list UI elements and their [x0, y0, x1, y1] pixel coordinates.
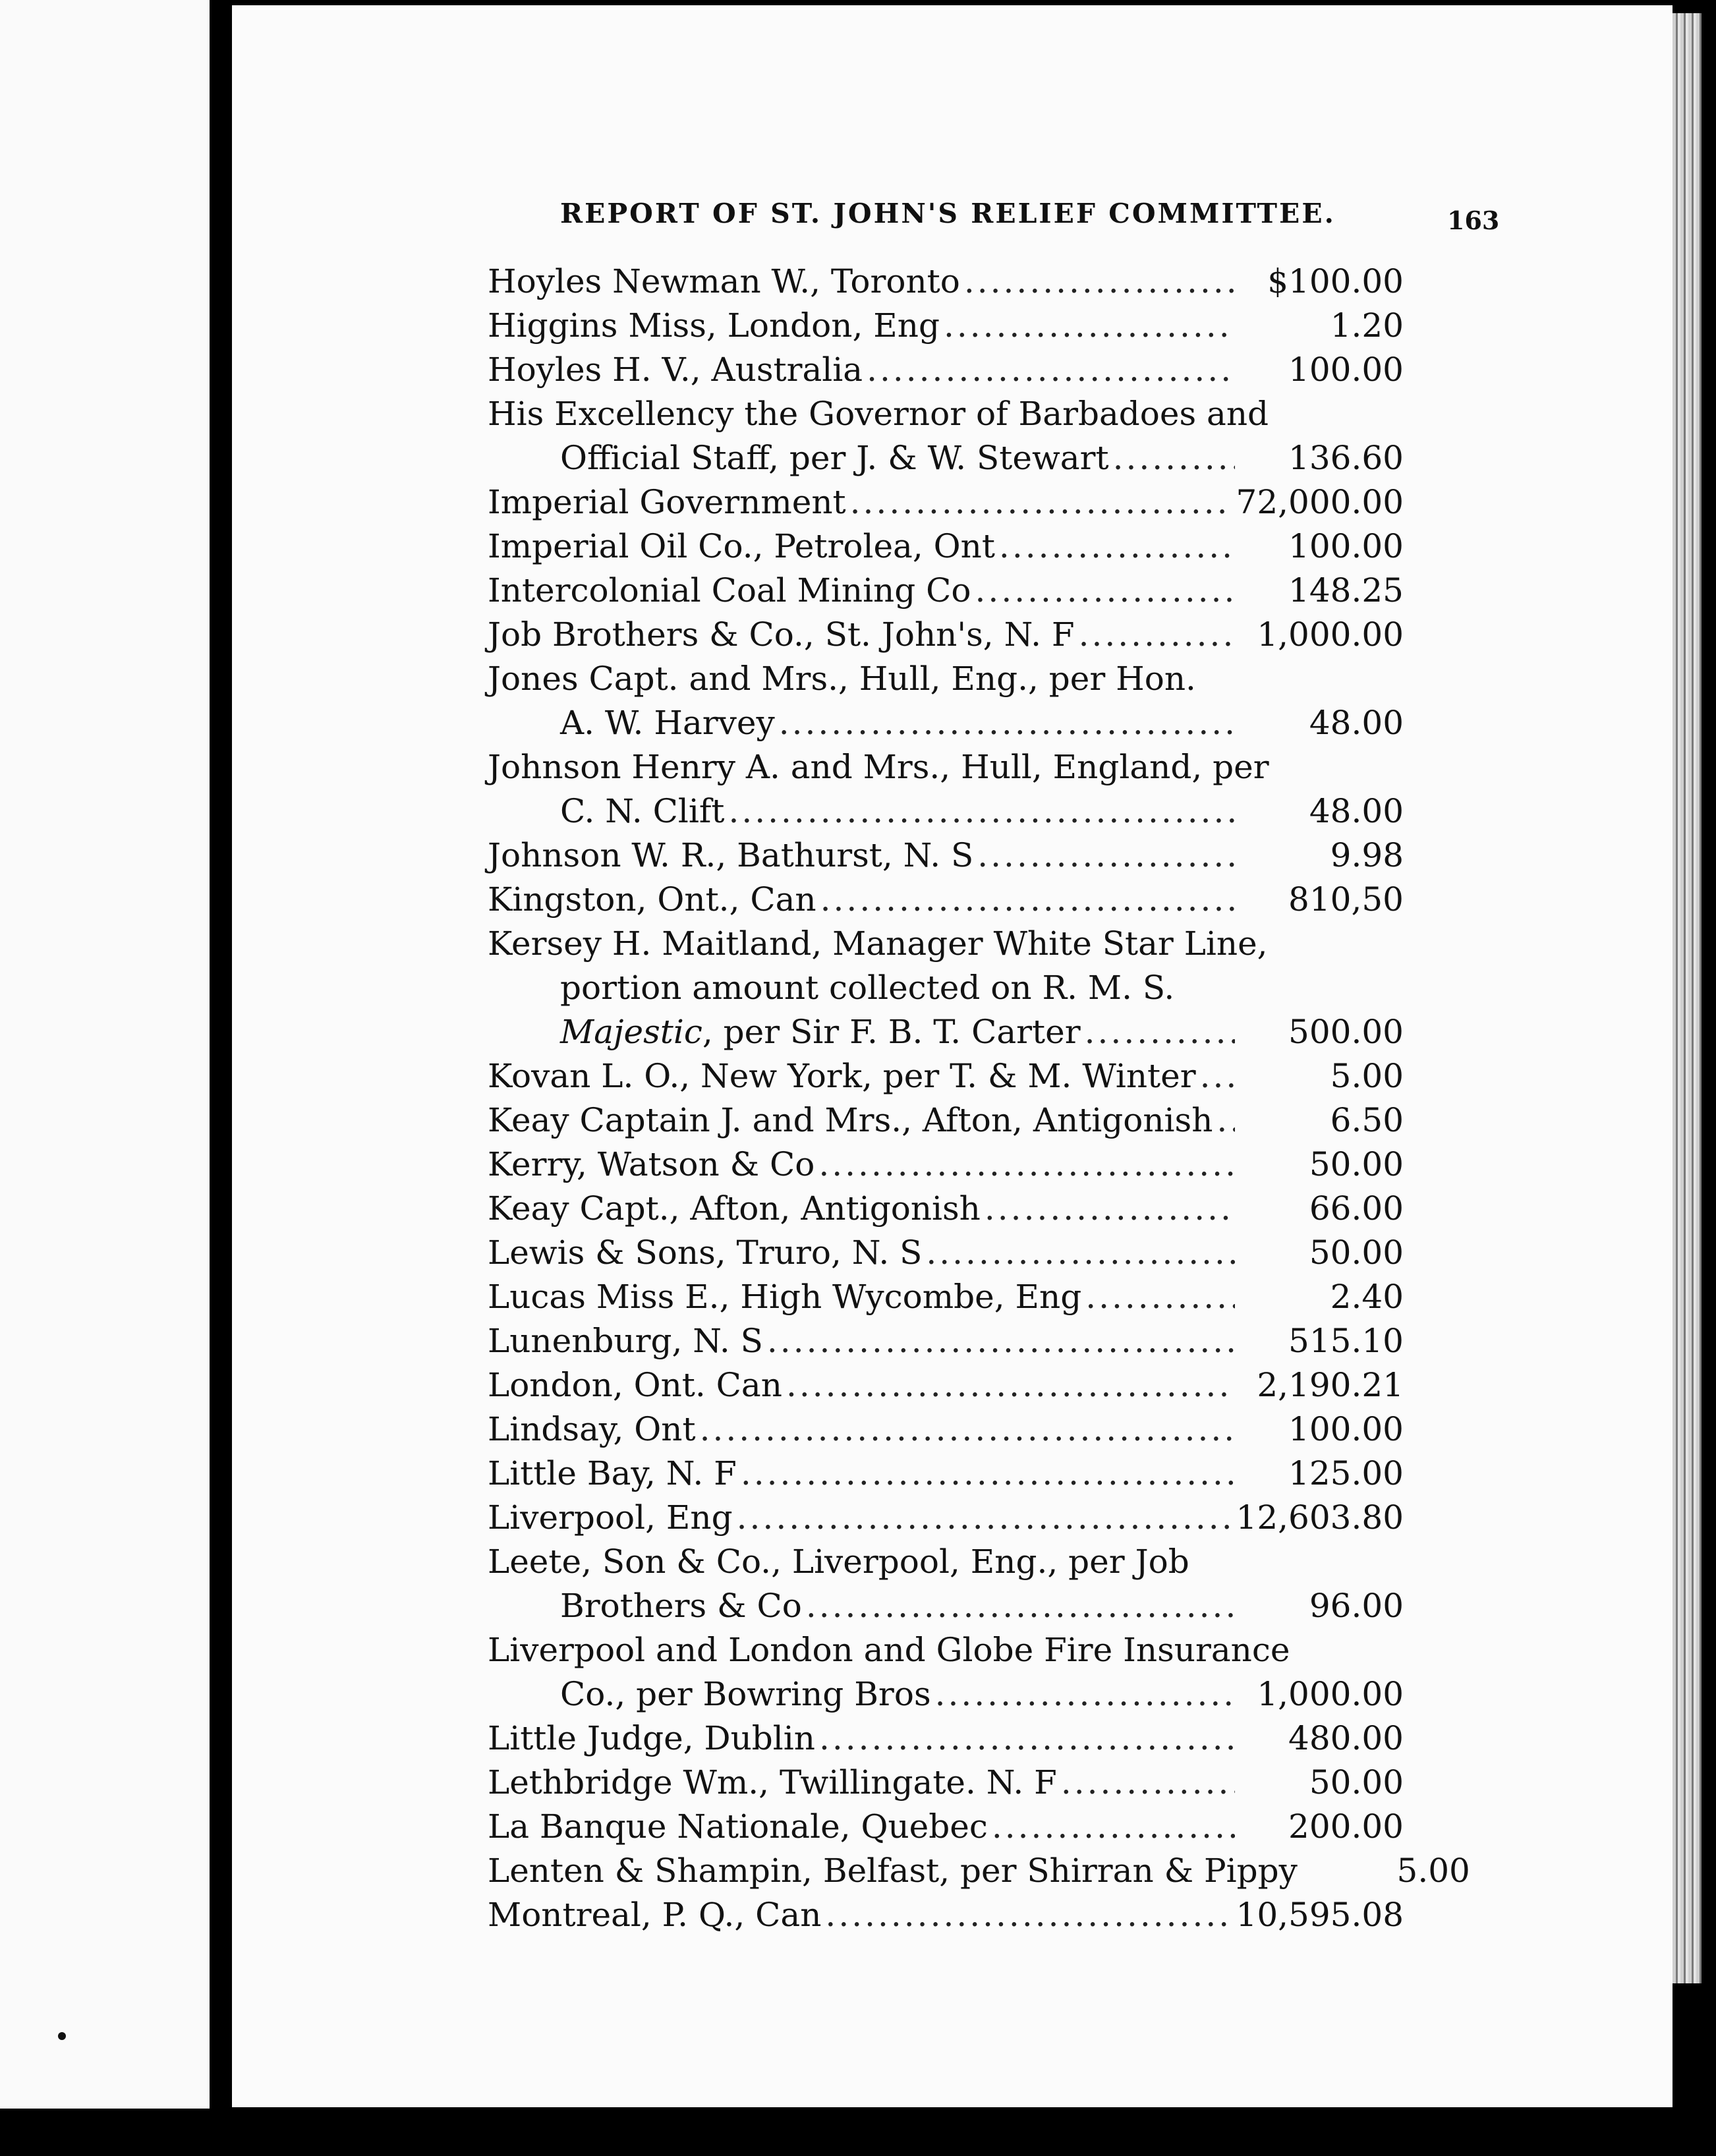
page-stack-edge — [1673, 13, 1702, 1983]
entry-name-text: Lunenburg, N. S — [488, 1322, 763, 1360]
list-item — [488, 1278, 1404, 1322]
entry-amount: 72,000.00 — [1236, 483, 1404, 521]
entry-name — [488, 1410, 696, 1448]
entry-name-text: La Banque Nationale, Quebec — [488, 1807, 988, 1846]
list-item — [488, 1013, 1404, 1057]
running-header: REPORT OF ST. JOHN'S RELIEF COMMITTEE. — [560, 198, 1336, 229]
entry-amount: 48.00 — [1309, 792, 1404, 830]
entry-amount: 5.00 — [1330, 1057, 1404, 1095]
entry-name-text: Little Bay, N. F — [488, 1454, 737, 1492]
dot-leader — [1113, 439, 1235, 477]
entry-name — [488, 1322, 763, 1360]
entry-name — [488, 262, 960, 300]
entry-name — [488, 660, 1404, 698]
entry-name-text: Hoyles H. V., Australia — [488, 351, 863, 389]
list-item — [488, 1366, 1404, 1410]
entry-name-text: Higgins Miss, London, Eng — [488, 306, 940, 345]
entry-amount: 48.00 — [1309, 704, 1404, 742]
entry-name-italic: Majestic — [560, 1013, 702, 1051]
entry-amount: 200.00 — [1288, 1807, 1404, 1846]
entry-amount: 1.20 — [1330, 306, 1404, 345]
list-item — [488, 1145, 1404, 1189]
left-facing-page — [0, 0, 210, 2109]
list-item — [488, 969, 1404, 1013]
entry-name — [488, 1896, 821, 1934]
dot-leader — [964, 262, 1235, 300]
list-item — [488, 748, 1404, 792]
dot-leader — [977, 836, 1235, 874]
dot-leader — [819, 1719, 1235, 1757]
dot-leader — [806, 1587, 1235, 1625]
dot-leader — [825, 1896, 1232, 1934]
entry-amount: 2.40 — [1330, 1278, 1404, 1316]
list-item — [488, 615, 1404, 660]
contributions-list — [488, 262, 1470, 1940]
entry-name-text: , per Sir F. B. T. Carter — [702, 1013, 1081, 1051]
list-item — [488, 1410, 1404, 1454]
dot-leader — [728, 792, 1235, 830]
entry-name — [488, 615, 1075, 654]
list-item — [488, 571, 1404, 615]
dot-leader — [1085, 1013, 1235, 1051]
entry-amount: 50.00 — [1309, 1145, 1404, 1183]
entry-amount: 1,000.00 — [1257, 1675, 1404, 1713]
list-item — [488, 880, 1404, 924]
dot-leader — [767, 1322, 1235, 1360]
scan-border-bottom — [0, 2109, 1716, 2156]
dot-leader — [867, 351, 1235, 389]
dot-leader — [975, 571, 1235, 610]
entry-name — [488, 1454, 737, 1492]
entry-name — [488, 1057, 1196, 1095]
entry-name — [488, 1852, 1298, 1890]
page-number: 163 — [1447, 206, 1500, 235]
list-item — [488, 1101, 1404, 1145]
list-item — [488, 1896, 1404, 1940]
entry-name — [488, 1631, 1404, 1669]
dot-leader — [992, 1807, 1235, 1846]
entry-name — [488, 704, 775, 742]
list-item — [488, 836, 1404, 880]
entry-amount: 66.00 — [1309, 1189, 1404, 1228]
list-item — [488, 439, 1404, 483]
entry-name — [488, 1234, 922, 1272]
entry-name-text: Lethbridge Wm., Twillingate. N. F — [488, 1763, 1057, 1801]
entry-name-text: Liverpool and London and Globe Fire Insurance — [488, 1631, 1290, 1669]
entry-amount: 9.98 — [1330, 836, 1404, 874]
dot-leader — [1079, 615, 1235, 654]
dot-leader — [1061, 1763, 1235, 1801]
entry-name-text: Montreal, P. Q., Can — [488, 1896, 822, 1934]
page-gutter — [210, 0, 232, 2156]
dot-leader — [1216, 1101, 1235, 1139]
list-item — [488, 1719, 1404, 1763]
entry-name-text: Kovan L. O., New York, per T. & M. Winter — [488, 1057, 1196, 1095]
entry-name-text: C. N. Clift — [560, 792, 725, 830]
list-item — [488, 1587, 1404, 1631]
list-item — [488, 1543, 1404, 1587]
dot-leader — [700, 1410, 1235, 1448]
entry-name-text: Jones Capt. and Mrs., Hull, Eng., per Hon. — [488, 660, 1196, 698]
dot-leader — [737, 1498, 1232, 1537]
entry-name — [488, 880, 816, 919]
entry-name — [488, 1675, 931, 1713]
entry-name — [488, 351, 863, 389]
entry-name-text: Liverpool, Eng — [488, 1498, 733, 1537]
entry-name-text: His Excellency the Governor of Barbadoes and — [488, 395, 1269, 433]
dot-leader — [1085, 1278, 1235, 1316]
list-item — [488, 1675, 1404, 1719]
list-item — [488, 262, 1404, 306]
list-item — [488, 395, 1404, 439]
list-item — [488, 527, 1404, 571]
entry-name-text: Johnson W. R., Bathurst, N. S — [488, 836, 974, 874]
entry-name-text: Lindsay, Ont — [488, 1410, 696, 1448]
entry-amount: 125.00 — [1288, 1454, 1404, 1492]
dot-leader — [999, 527, 1235, 565]
entry-name-text: Leete, Son & Co., Liverpool, Eng., per Job — [488, 1543, 1189, 1581]
entry-amount: 6.50 — [1330, 1101, 1404, 1139]
entry-name-text: Intercolonial Coal Mining Co — [488, 571, 971, 610]
dot-leader — [818, 1145, 1235, 1183]
list-item — [488, 660, 1404, 704]
entry-amount: 2,190.21 — [1257, 1366, 1404, 1404]
entry-name-text: Keay Captain J. and Mrs., Afton, Antigonish — [488, 1101, 1213, 1139]
entry-name-text: Kingston, Ont., Can — [488, 880, 816, 919]
entry-amount: 148.25 — [1288, 571, 1404, 610]
entry-name — [488, 571, 971, 610]
list-item — [488, 306, 1404, 351]
entry-name-text: Kersey H. Maitland, Manager White Star Line, — [488, 924, 1268, 963]
entry-name — [488, 1719, 815, 1757]
entry-amount: 500.00 — [1288, 1013, 1404, 1051]
entry-name — [488, 1763, 1057, 1801]
entry-amount: 515.10 — [1288, 1322, 1404, 1360]
entry-amount: 100.00 — [1288, 351, 1404, 389]
entry-name — [488, 969, 1404, 1007]
list-item — [488, 1322, 1404, 1366]
list-item — [488, 1498, 1404, 1543]
list-item — [488, 1631, 1404, 1675]
dot-leader — [820, 880, 1235, 919]
entry-name-text: Imperial Oil Co., Petrolea, Ont — [488, 527, 995, 565]
entry-name — [488, 395, 1404, 433]
list-item — [488, 704, 1404, 748]
entry-name-text: Hoyles Newman W., Toronto — [488, 262, 960, 300]
entry-name-text: Little Judge, Dublin — [488, 1719, 815, 1757]
entry-name — [488, 483, 846, 521]
entry-name — [488, 1013, 1081, 1051]
list-item — [488, 1189, 1404, 1234]
entry-name — [488, 836, 973, 874]
entry-name-text: Brothers & Co — [560, 1587, 802, 1625]
entry-amount: 136.60 — [1288, 439, 1404, 477]
entry-name — [488, 748, 1404, 786]
dot-leader — [985, 1189, 1235, 1228]
dot-leader — [935, 1675, 1235, 1713]
scan-border-right — [1702, 0, 1716, 2156]
entry-name-text: Lucas Miss E., High Wycombe, Eng — [488, 1278, 1082, 1316]
entry-amount: 1,000.00 — [1257, 615, 1404, 654]
entry-name — [488, 924, 1404, 963]
entry-name-text: Johnson Henry A. and Mrs., Hull, England, per — [488, 748, 1269, 786]
entry-name — [488, 439, 1109, 477]
entry-name — [488, 527, 995, 565]
entry-name — [488, 792, 724, 830]
entry-name — [488, 1807, 988, 1846]
entry-name — [488, 306, 940, 345]
list-item — [488, 1807, 1404, 1852]
list-item — [488, 1234, 1404, 1278]
dot-leader — [741, 1454, 1235, 1492]
entry-name-text: Keay Capt., Afton, Antigonish — [488, 1189, 981, 1228]
dot-leader — [779, 704, 1235, 742]
entry-name — [488, 1189, 981, 1228]
list-item — [488, 351, 1404, 395]
entry-amount: 5.00 — [1396, 1852, 1470, 1890]
list-item — [488, 1057, 1404, 1101]
list-item — [488, 1852, 1470, 1896]
list-item — [488, 1454, 1404, 1498]
list-item — [488, 792, 1404, 836]
entry-name — [488, 1278, 1081, 1316]
entry-name-text: Lenten & Shampin, Belfast, per Shirran & Pippy — [488, 1852, 1298, 1890]
entry-amount: 100.00 — [1288, 1410, 1404, 1448]
dot-leader — [926, 1234, 1235, 1272]
entry-name — [488, 1498, 733, 1537]
dot-leader — [850, 483, 1232, 521]
entry-name — [488, 1101, 1213, 1139]
entry-amount: 810,50 — [1288, 880, 1404, 919]
entry-name — [488, 1145, 815, 1183]
dot-leader — [1200, 1057, 1235, 1095]
entry-name-text: Imperial Government — [488, 483, 846, 521]
entry-amount: 100.00 — [1288, 527, 1404, 565]
entry-name-text: portion amount collected on R. M. S. — [560, 969, 1175, 1007]
entry-amount: 50.00 — [1309, 1234, 1404, 1272]
entry-name-text: Official Staff, per J. & W. Stewart — [560, 439, 1109, 477]
entry-amount: 96.00 — [1309, 1587, 1404, 1625]
entry-name-text: Lewis & Sons, Truro, N. S — [488, 1234, 923, 1272]
list-item — [488, 924, 1404, 969]
entry-name-text: Co., per Bowring Bros — [560, 1675, 931, 1713]
list-item — [488, 483, 1404, 527]
entry-amount: 12,603.80 — [1236, 1498, 1404, 1537]
list-item — [488, 1763, 1404, 1807]
dot-leader — [944, 306, 1235, 345]
dot-leader — [786, 1366, 1235, 1404]
entry-name-text: Job Brothers & Co., St. John's, N. F — [488, 615, 1075, 654]
entry-amount: 50.00 — [1309, 1763, 1404, 1801]
entry-name — [488, 1587, 802, 1625]
entry-amount: 10,595.08 — [1236, 1896, 1404, 1934]
entry-amount: $100.00 — [1267, 262, 1404, 300]
entry-name — [488, 1366, 782, 1404]
entry-amount: 480.00 — [1288, 1719, 1404, 1757]
entry-name-text: A. W. Harvey — [560, 704, 775, 742]
entry-name — [488, 1543, 1404, 1581]
ink-speck — [58, 2032, 66, 2040]
entry-name-text: Kerry, Watson & Co — [488, 1145, 815, 1183]
entry-name-text: London, Ont. Can — [488, 1366, 782, 1404]
